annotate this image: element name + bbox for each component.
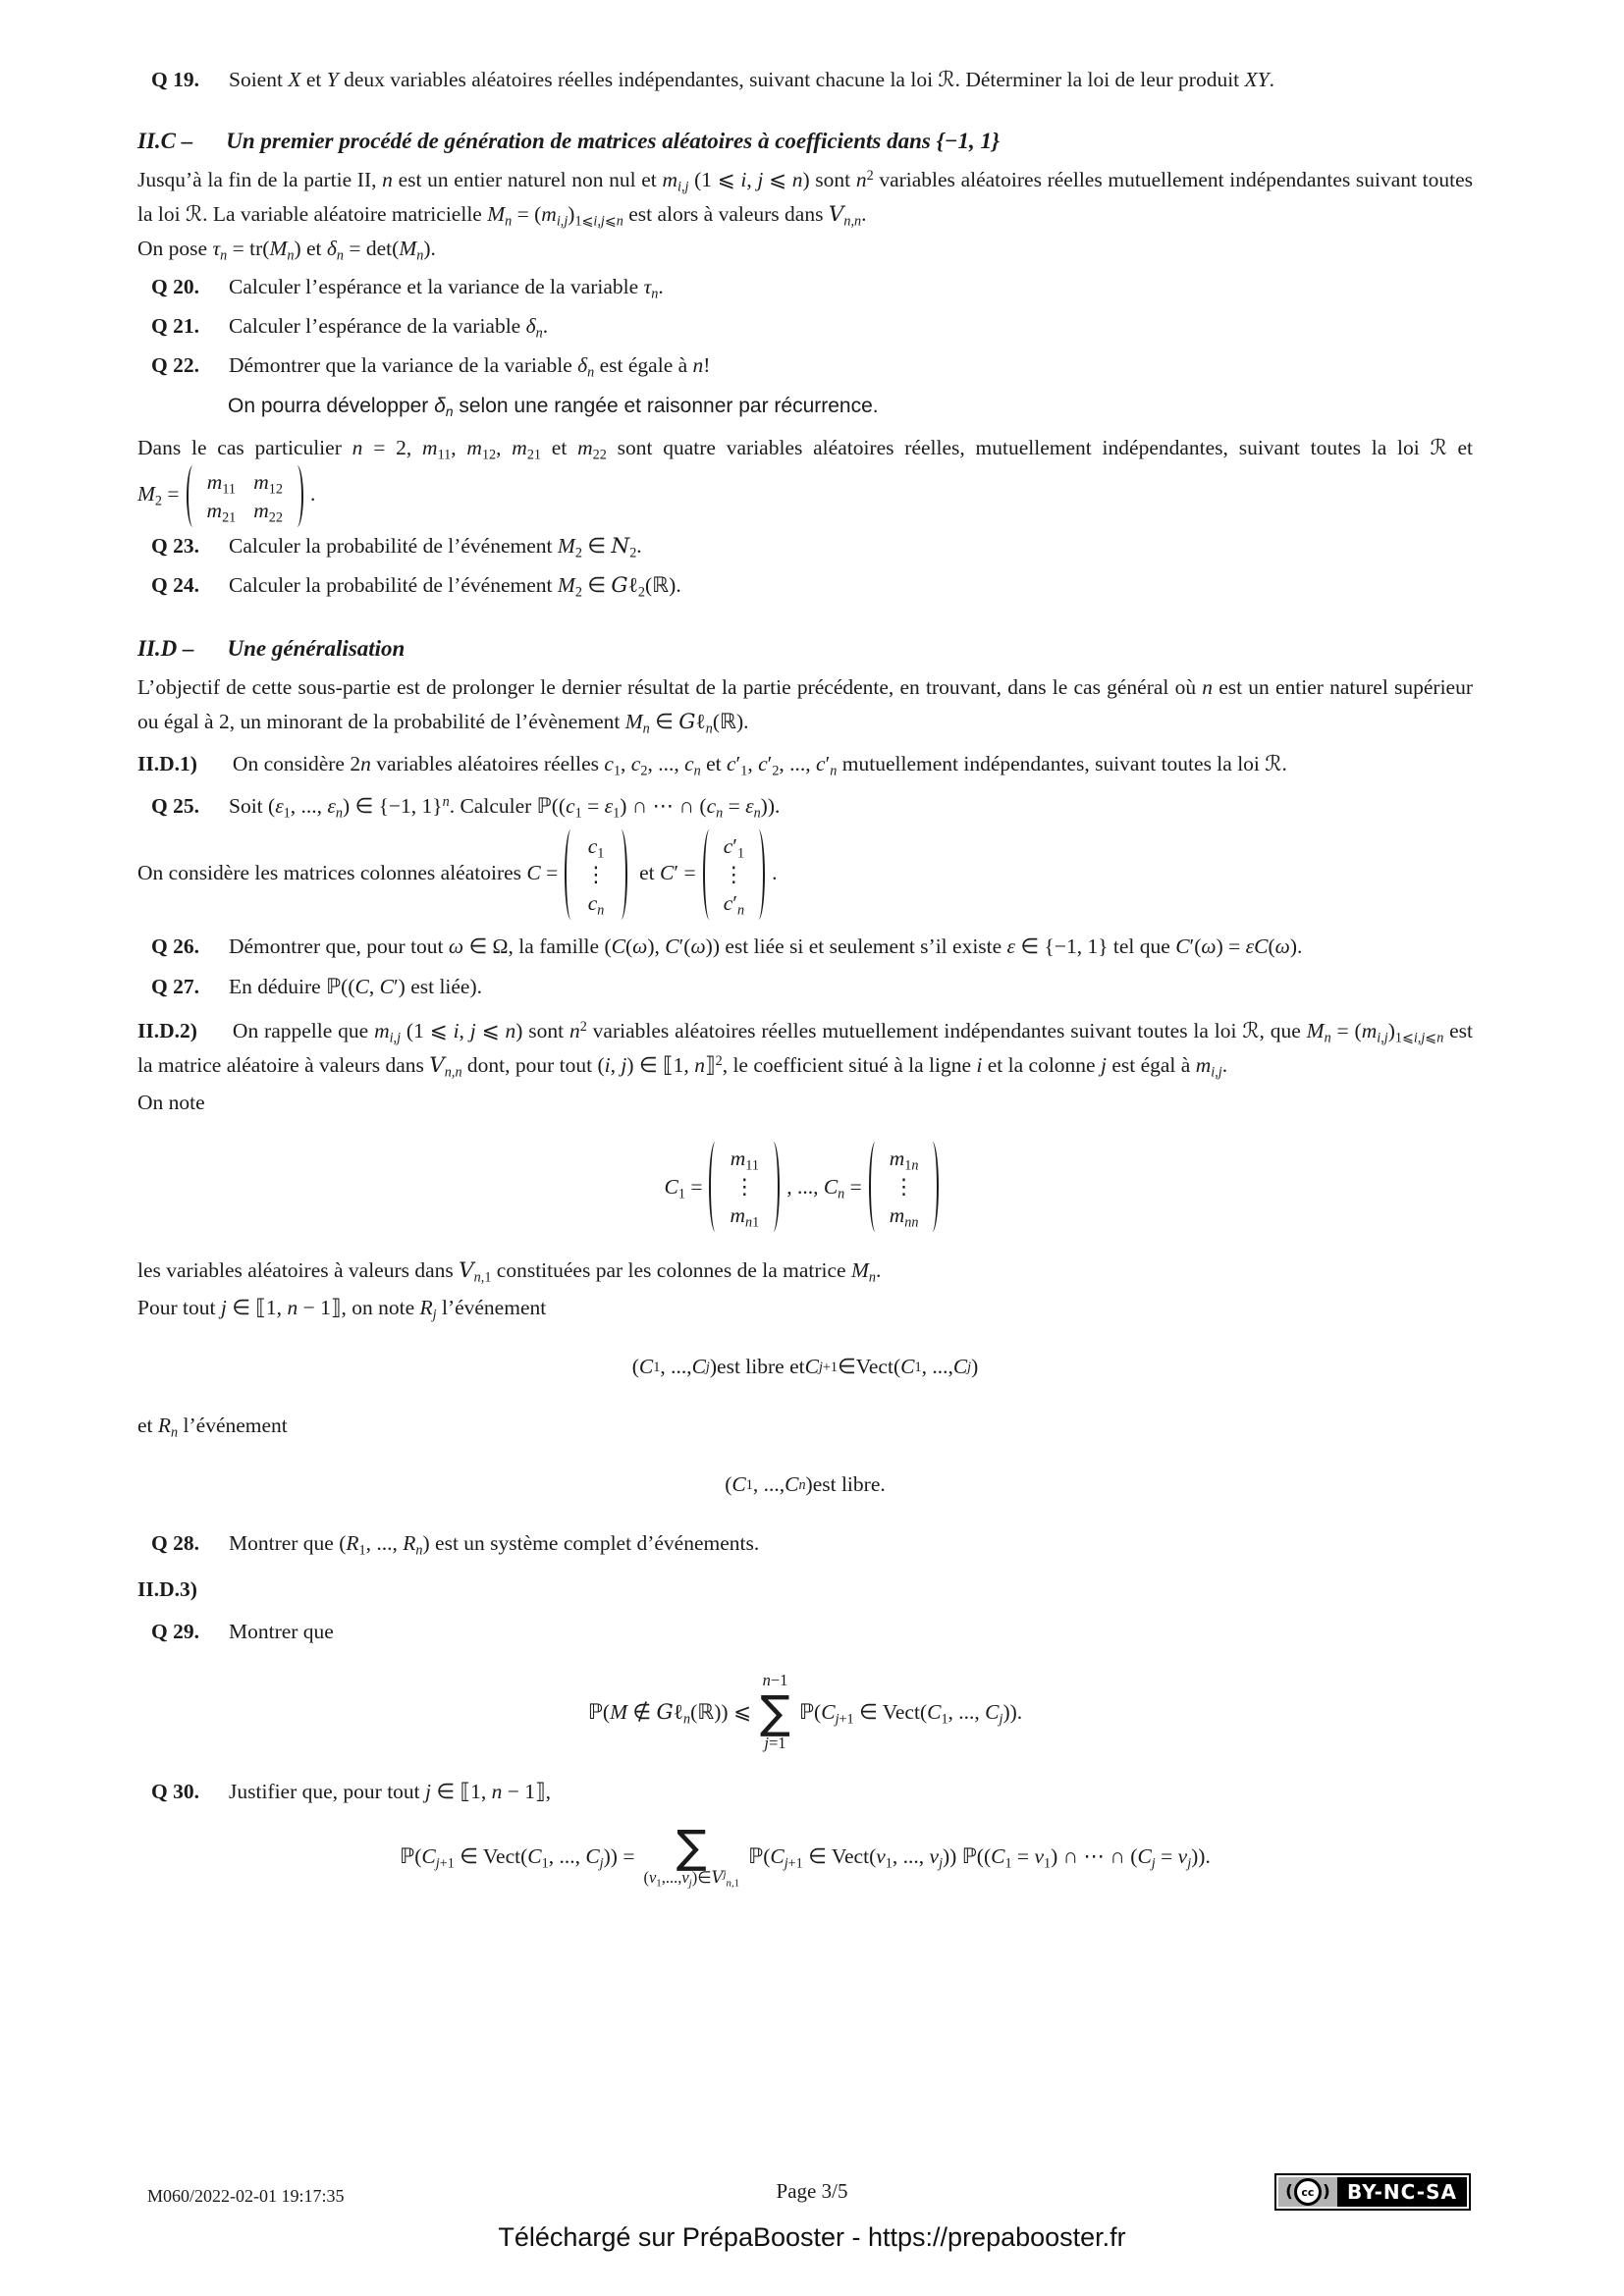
sentence-period: . bbox=[772, 860, 778, 884]
column-matrix-cn bbox=[869, 1142, 940, 1232]
question-30 bbox=[137, 1775, 1473, 1809]
question-29-label: Q 29. bbox=[151, 1620, 199, 1643]
matrix-paren-right bbox=[616, 829, 627, 920]
paragraph-objectif: L’objectif de cette sous-partie est de prolonger le dernier résultat de la partie précédente, en trouvant, dans le cas général où n est un entier naturel supérieur ou égal à 2, un minorant de la probabilité de l’évènement $M_n$ ∈ Gℓ$_n$(ℝ). bbox=[137, 675, 1473, 737]
question-28-label: Q 28. bbox=[151, 1531, 199, 1555]
and-connector: et bbox=[639, 860, 655, 884]
sentence-period: . bbox=[309, 482, 316, 507]
display-rn-event: ( C 1 , ..., C n ) est libre. bbox=[725, 1472, 886, 1496]
display-columns-definition bbox=[137, 1142, 1473, 1232]
vertical-dots: ⋮ bbox=[723, 863, 745, 886]
matrix-paren-left bbox=[187, 465, 198, 527]
display-q29-inequality bbox=[137, 1671, 1473, 1753]
cc-icon: cc bbox=[1294, 2178, 1322, 2206]
matrix-paren-right bbox=[927, 1142, 939, 1232]
footer-page-number: Page 3/5 bbox=[776, 2179, 848, 2203]
section-iic-label: II.C – bbox=[137, 129, 193, 153]
sum-operator bbox=[643, 1820, 740, 1890]
question-23 bbox=[137, 529, 1473, 563]
cc-license-text: BY-NC-SA bbox=[1346, 2180, 1457, 2204]
column-matrix-c-prime-cell: $c'_1$ bbox=[723, 834, 745, 862]
question-21-label: Q 21. bbox=[151, 314, 199, 338]
question-21-text: Calculer l’espérance de la variable $\delta_n$. bbox=[228, 314, 549, 342]
question-27 bbox=[137, 970, 1473, 1004]
paragraph-column-matrices-text: On considère les matrices colonnes aléatoires bbox=[137, 860, 522, 884]
question-20-label: Q 20. bbox=[151, 275, 199, 298]
c-equals: C = bbox=[526, 860, 559, 884]
question-30-label: Q 30. bbox=[151, 1780, 199, 1803]
subsection-iid3-label: II.D.3) bbox=[137, 1577, 197, 1601]
paragraph-setup-mn: Jusqu’à la fin de la partie II, n est un entier naturel non nul et $m_{i,j}$ (1 ⩽ i, j ⩽ n) sont $n^2$ variables aléatoires réelles mutuellement indépendantes suivant toutes la loi ℛ. La variable aléatoire matricielle $M_n = (m_{i,j})_{1⩽i,j⩽n}$ est alors à valeurs dans $V_{n,n}$. bbox=[137, 167, 1474, 230]
paragraph-on-note: On note bbox=[137, 1091, 205, 1114]
paragraph-case-n2 bbox=[137, 431, 1473, 527]
cn-equals: , ..., $C_n$ = bbox=[786, 1174, 862, 1201]
question-19 bbox=[137, 63, 1473, 97]
matrix-m2-cell: $m_{22}$ bbox=[253, 499, 283, 526]
q29-left-expression: ℙ(M ∉ Gℓ$_n$(ℝ)) ⩽ bbox=[587, 1699, 751, 1727]
paragraph-columns-of-mn: les variables aléatoires à valeurs dans $V_{n,1}$ constituées par les colonnes de la matrice $M_n$. bbox=[137, 1258, 882, 1286]
question-27-text: En déduire ℙ((C, C′) est liée). bbox=[228, 975, 483, 998]
question-20 bbox=[137, 270, 1473, 304]
section-iic-title: Un premier procédé de génération de matrices aléatoires à coefficients dans {−1, 1} bbox=[226, 129, 1001, 153]
subsection-iid3 bbox=[137, 1573, 1473, 1607]
section-iid-heading bbox=[137, 630, 1473, 667]
paragraph-rj-intro: Pour tout j ∈ ⟦1, n − 1⟧, on note $R_j$ l’événement bbox=[137, 1296, 547, 1323]
display-rj-event: ( C 1 , ..., C j ) est libre et C j+1 ∈ Vect ( C 1 , ..., C j ) bbox=[631, 1355, 979, 1378]
question-27-label: Q 27. bbox=[151, 975, 199, 998]
footer-doc-id: M060/2022-02-01 19:17:35 bbox=[147, 2186, 345, 2206]
question-25-text: Soit ($\varepsilon_1$, ..., $\varepsilon_n$) ∈ {−1, 1}$^n$. Calculer $ℙ((c_1 = \varepsilon_1)$ ∩ ⋯ ∩ $(c_n = \varepsilon_n)$). bbox=[228, 793, 781, 822]
q30-left-expression: $ℙ(C_{j+1}$ ∈ $Vect(C_1$, ..., $C_j$)) = bbox=[400, 1843, 635, 1871]
paragraph-column-matrices bbox=[137, 829, 1473, 920]
question-24 bbox=[137, 568, 1473, 603]
question-25-label: Q 25. bbox=[151, 794, 199, 818]
subsection-iid2 bbox=[137, 1014, 1473, 1083]
matrix-paren-right bbox=[292, 465, 303, 527]
subsection-iid2-label: II.D.2) bbox=[137, 1019, 197, 1042]
column-matrix-c-prime bbox=[703, 829, 766, 920]
question-20-text: Calculer l’espérance et la variance de la variable $\tau_n$. bbox=[228, 275, 664, 302]
column-matrix-c bbox=[565, 829, 627, 920]
vertical-dots: ⋮ bbox=[585, 863, 607, 886]
vertical-dots: ⋮ bbox=[893, 1175, 915, 1199]
download-link[interactable]: Téléchargé sur PrépaBooster - https://prepabooster.fr bbox=[498, 2222, 1126, 2252]
sigma-icon: ∑ bbox=[676, 1820, 707, 1873]
question-28-text: Montrer que ($R_1$, ..., $R_n$) est un système complet d’événements. bbox=[228, 1531, 760, 1559]
paragraph-rn-intro: et $R_n$ l’événement bbox=[137, 1414, 288, 1441]
matrix-m2 bbox=[187, 465, 303, 527]
question-24-text: Calculer la probabilité de l’événement $M_2$ ∈ Gℓ$_2$(ℝ). bbox=[228, 573, 681, 601]
question-22-text: Démontrer que la variance de la variable $\delta_n$ est égale à n! bbox=[228, 353, 711, 381]
cc-logo bbox=[1278, 2177, 1337, 2207]
display-q30-decomposition bbox=[137, 1820, 1473, 1890]
section-iid-label: II.D – bbox=[137, 636, 194, 661]
sum-lower-limit: j=1 bbox=[764, 1734, 786, 1752]
matrix-m2-cell: $m_{11}$ bbox=[206, 470, 236, 498]
column-matrix-c1 bbox=[709, 1142, 780, 1232]
column-matrix-cn-cell: $m_{1n}$ bbox=[889, 1147, 919, 1174]
c-prime-equals: C′ = bbox=[660, 860, 696, 884]
matrix-paren-right bbox=[768, 1142, 780, 1232]
cc-license-badge[interactable] bbox=[1274, 2173, 1471, 2211]
matrix-paren-left bbox=[703, 829, 715, 920]
m2-equation bbox=[137, 470, 316, 526]
c-prime-equation bbox=[660, 834, 778, 919]
column-matrix-c1-cell: $m_{11}$ bbox=[730, 1147, 759, 1174]
m2-equals: $M_2$ = bbox=[137, 482, 180, 509]
paragraph-tau-delta: On pose $\tau_n = tr(M_n)$ et $\delta_n = \det(M_n)$. bbox=[137, 237, 436, 264]
matrix-m2-cell: $m_{21}$ bbox=[206, 499, 237, 526]
sum-operator bbox=[760, 1671, 790, 1753]
paragraph-case-n2-text: Dans le cas particulier n = 2, $m_{11}$, $m_{12}$, $m_{21}$ et $m_{22}$ sont quatre variables aléatoires réelles, mutuellement indépendantes, suivant toutes la loi ℛ et bbox=[137, 436, 1474, 463]
column-matrix-c-cell: $c_n$ bbox=[587, 891, 605, 919]
q29-right-expression: $ℙ(C_{j+1}$ ∈ $Vect(C_1$, ..., $C_j$)). bbox=[798, 1699, 1023, 1727]
vertical-dots: ⋮ bbox=[733, 1175, 756, 1199]
sum-lower-limit: $(v_1,...,v_j)\in V^j_{n,1}$ bbox=[643, 1868, 740, 1890]
question-25 bbox=[137, 789, 1473, 824]
question-23-label: Q 23. bbox=[151, 534, 199, 558]
question-22 bbox=[137, 348, 1473, 383]
question-29 bbox=[137, 1615, 1473, 1649]
question-19-text: Soient X et Y deux variables aléatoires réelles indépendantes, suivant chacune la loi ℛ. Déterminer la loi de leur produit XY. bbox=[228, 68, 1274, 91]
matrix-paren-left bbox=[565, 829, 576, 920]
column-matrix-c-cell: $c_1$ bbox=[587, 834, 605, 862]
question-28 bbox=[137, 1526, 1473, 1561]
question-24-label: Q 24. bbox=[151, 573, 199, 597]
section-iic-heading bbox=[137, 123, 1473, 160]
question-21 bbox=[137, 309, 1473, 344]
sum-upper-limit: n−1 bbox=[762, 1671, 788, 1689]
column-matrix-c1-cell: $m_{n1}$ bbox=[730, 1203, 760, 1231]
column-matrix-cn-cell: $m_{nn}$ bbox=[889, 1203, 919, 1231]
c-equation bbox=[526, 834, 633, 919]
question-19-label: Q 19. bbox=[151, 68, 199, 91]
question-26 bbox=[137, 930, 1473, 964]
sigma-icon: ∑ bbox=[759, 1685, 790, 1738]
c1-equals: $C_1$ = bbox=[664, 1174, 703, 1201]
matrix-paren-left bbox=[869, 1142, 881, 1232]
question-26-text: Démontrer que, pour tout ω ∈ Ω, la famille (C(ω), C′(ω)) est liée si et seulement s’il existe ε ∈ {−1, 1} tel que C′(ω) = εC(ω). bbox=[228, 934, 1303, 958]
question-22-label: Q 22. bbox=[151, 353, 199, 377]
q30-right-expression: $ℙ(C_{j+1}$ ∈ $Vect(v_1$, ..., $v_j$)) $ℙ((C_1 = v_1)$ ∩ ⋯ ∩ $(C_j = v_j)$). bbox=[748, 1843, 1211, 1871]
question-30-text: Justifier que, pour tout j ∈ ⟦1, n − 1⟧, bbox=[228, 1780, 552, 1803]
subsection-iid1 bbox=[137, 747, 1473, 781]
question-26-label: Q 26. bbox=[151, 934, 199, 958]
subsection-iid1-text: On considère 2n variables aléatoires réelles $c_1$, $c_2$, ..., $c_n$ et $c'_1$, $c'_2$, ..., $c'_n$ mutuellement indépendantes, suivant toutes la loi ℛ. bbox=[232, 752, 1287, 779]
column-matrix-c-prime-cell: $c'_n$ bbox=[723, 891, 745, 919]
question-22-hint: On pourra développer $\delta_n$ selon une rangée et raisonner par récurrence. bbox=[228, 395, 879, 420]
section-iid-title: Une généralisation bbox=[227, 636, 406, 661]
matrix-m2-cell: $m_{12}$ bbox=[253, 470, 283, 498]
cc-logo-paren-left: ( bbox=[1285, 2182, 1293, 2202]
matrix-paren-right bbox=[753, 829, 765, 920]
question-29-text: Montrer que bbox=[228, 1620, 334, 1643]
subsection-iid1-label: II.D.1) bbox=[137, 752, 197, 775]
cc-logo-paren-right: ) bbox=[1322, 2182, 1330, 2202]
question-23-text: Calculer la probabilité de l’événement $M_2$ ∈ $N_2$. bbox=[228, 534, 642, 561]
matrix-paren-left bbox=[709, 1142, 721, 1232]
subsection-iid2-text: On rappelle que $m_{i,j}$ (1 ⩽ i, j ⩽ n) sont $n^2$ variables aléatoires réelles mutuellement indépendantes suivant toutes la loi ℛ, que $M_n = (m_{i,j})_{1⩽i,j⩽n}$ est la matrice aléatoire à valeurs dans $V_{n,n}$ dont, pour tout (i, j) ∈ ⟦1, n⟧$^2$, le coefficient situé à la ligne i et la colonne j est égal à $m_{i,j}$. bbox=[137, 1018, 1474, 1081]
